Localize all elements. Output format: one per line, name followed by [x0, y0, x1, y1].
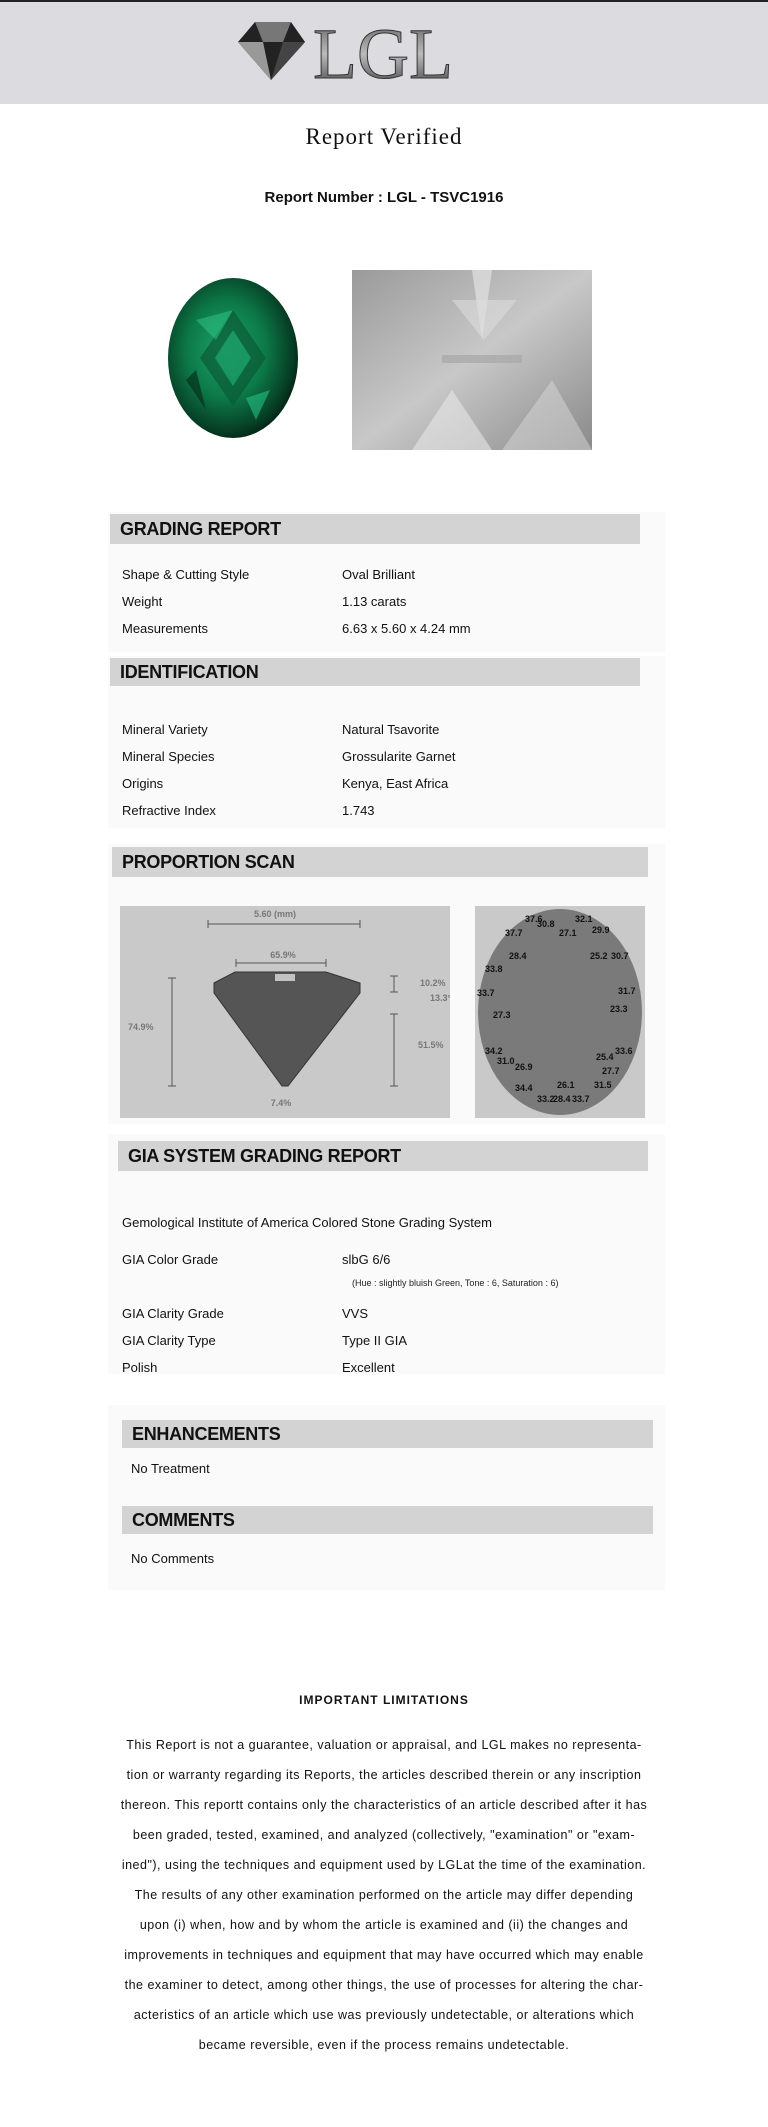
top-view-value: 28.4 [509, 951, 527, 961]
refractive-index-value: 1.743 [342, 803, 375, 818]
gia-color-note: (Hue : slightly bluish Green, Tone : 6, Saturation : 6) [352, 1278, 559, 1288]
mineral-species-value: Grossularite Garnet [342, 749, 456, 764]
crown-angle-label: 13.3° [430, 993, 450, 1003]
page-title: Report Verified [305, 124, 463, 149]
crown-label: 10.2% [420, 978, 446, 988]
top-view-value: 26.1 [557, 1080, 575, 1090]
gia-clarity-grade-value: VVS [342, 1306, 369, 1321]
top-view-value: 33.6 [615, 1046, 633, 1056]
origins-label: Origins [122, 776, 164, 791]
top-view-value: 37.7 [505, 928, 523, 938]
limitations-line: been graded, tested, examined, and analyzed (collectively, "examination" or "exam- [132, 1828, 636, 1842]
enhancements-heading: ENHANCEMENTS [122, 1420, 653, 1448]
measurements-value: 6.63 x 5.60 x 4.24 mm [342, 621, 471, 636]
gem-photo [136, 270, 324, 458]
top-view-value: 33.2 [537, 1094, 555, 1104]
refractive-index-label: Refractive Index [122, 803, 216, 818]
gia-color-grade-value: slbG 6/6 [342, 1252, 391, 1267]
gia-clarity-type-value: Type II GIA [342, 1333, 408, 1348]
width-label: 5.60 (mm) [253, 909, 297, 919]
proportion-scan-heading: PROPORTION SCAN [112, 847, 648, 877]
grading-report-heading: GRADING REPORT [110, 514, 640, 544]
gia-system-line: Gemological Institute of America Colored Stone Grading System [122, 1215, 492, 1230]
top-view-value: 30.8 [537, 919, 555, 929]
top-view-value: 32.1 [575, 914, 593, 924]
polish-label: Polish [122, 1360, 158, 1375]
limitations-line: became reversible, even if the process remains undetectable. [198, 2038, 570, 2052]
identification-heading: IDENTIFICATION [110, 658, 640, 686]
top-view-value: 27.7 [602, 1066, 620, 1076]
top-view-value: 31.7 [618, 986, 636, 996]
limitations-line: the examiner to detect, among other things, the use of processes for altering the char- [124, 1978, 644, 1992]
total-depth-label: 74.9% [128, 1022, 154, 1032]
mineral-variety-value: Natural Tsavorite [342, 722, 440, 737]
top-view-value: 26.9 [515, 1062, 533, 1072]
limitations-line: ined"), using the techniques and equipment used by LGLat the time of the examination. [121, 1858, 647, 1872]
comments-text: No Comments [131, 1551, 215, 1566]
stone-profile-shape [214, 972, 360, 1086]
limitations-heading: IMPORTANT LIMITATIONS [299, 1693, 469, 1707]
top-view-value: 37.6 [525, 914, 543, 924]
comments-heading: COMMENTS [122, 1506, 653, 1534]
culet-label: 7.4% [270, 1098, 292, 1108]
measurements-label: Measurements [122, 621, 208, 636]
weight-label: Weight [122, 594, 163, 609]
top-view-value: 34.2 [485, 1046, 503, 1056]
polish-value: Excellent [342, 1360, 395, 1375]
enhancements-text: No Treatment [131, 1461, 210, 1476]
limitations-line: improvements in techniques and equipment that may have occurred which may enable [124, 1948, 644, 1962]
top-view-value: 29.9 [592, 925, 610, 935]
profile-diagram [120, 906, 450, 1118]
limitations-line: thereon. This reportt contains only the characteristics of an article described after it has [120, 1798, 648, 1812]
top-view-value: 31.0 [497, 1056, 515, 1066]
lgl-logo [233, 12, 488, 90]
mineral-species-label: Mineral Species [122, 749, 215, 764]
top-view-value: 27.3 [493, 1010, 511, 1020]
origins-value: Kenya, East Africa [342, 776, 449, 791]
top-view-value: 34.4 [515, 1083, 533, 1093]
top-view-value: 25.4 [596, 1052, 614, 1062]
shape-value: Oval Brilliant [342, 567, 415, 582]
top-view-value: 30.7 [611, 951, 629, 961]
top-view-value: 27.1 [559, 928, 577, 938]
report-number: Report Number : LGL - TSVC1916 [264, 189, 504, 206]
weight-value: 1.13 carats [342, 594, 407, 609]
top-view-value: 33.7 [477, 988, 495, 998]
top-view-diagram [475, 906, 645, 1118]
mineral-variety-label: Mineral Variety [122, 722, 208, 737]
limitations-line: upon (i) when, how and by whom the article is examined and (ii) the changes and [139, 1918, 629, 1932]
limitations-line: This Report is not a guarantee, valuation or appraisal, and LGL makes no representa- [126, 1738, 642, 1752]
top-view-value: 31.5 [594, 1080, 612, 1090]
limitations-line: tion or warranty regarding its Reports, the articles described therein or any inscription [126, 1768, 642, 1782]
top-view-value: 28.4 [553, 1094, 571, 1104]
top-view-value: 33.8 [485, 964, 503, 974]
gia-heading: GIA SYSTEM GRADING REPORT [118, 1141, 648, 1171]
top-view-value: 25.2 [590, 951, 608, 961]
diamond-logo-icon [233, 12, 488, 90]
svg-text:LGL: LGL [313, 14, 453, 90]
limitations-line: acteristics of an article which use was previously undetectable, or alterations which [133, 2008, 635, 2022]
gia-clarity-grade-label: GIA Clarity Grade [122, 1306, 224, 1321]
top-view-value: 33.7 [572, 1094, 590, 1104]
pavilion-label: 51.5% [418, 1040, 444, 1050]
gia-clarity-type-label: GIA Clarity Type [122, 1333, 216, 1348]
top-view-value: 23.3 [610, 1004, 628, 1014]
inscription-photo [352, 270, 592, 450]
table-label: 65.9% [270, 950, 296, 960]
gia-color-grade-label: GIA Color Grade [122, 1252, 219, 1267]
limitations-line: The results of any other examination performed on the article may differ depending [134, 1888, 634, 1902]
shape-label: Shape & Cutting Style [122, 567, 250, 582]
